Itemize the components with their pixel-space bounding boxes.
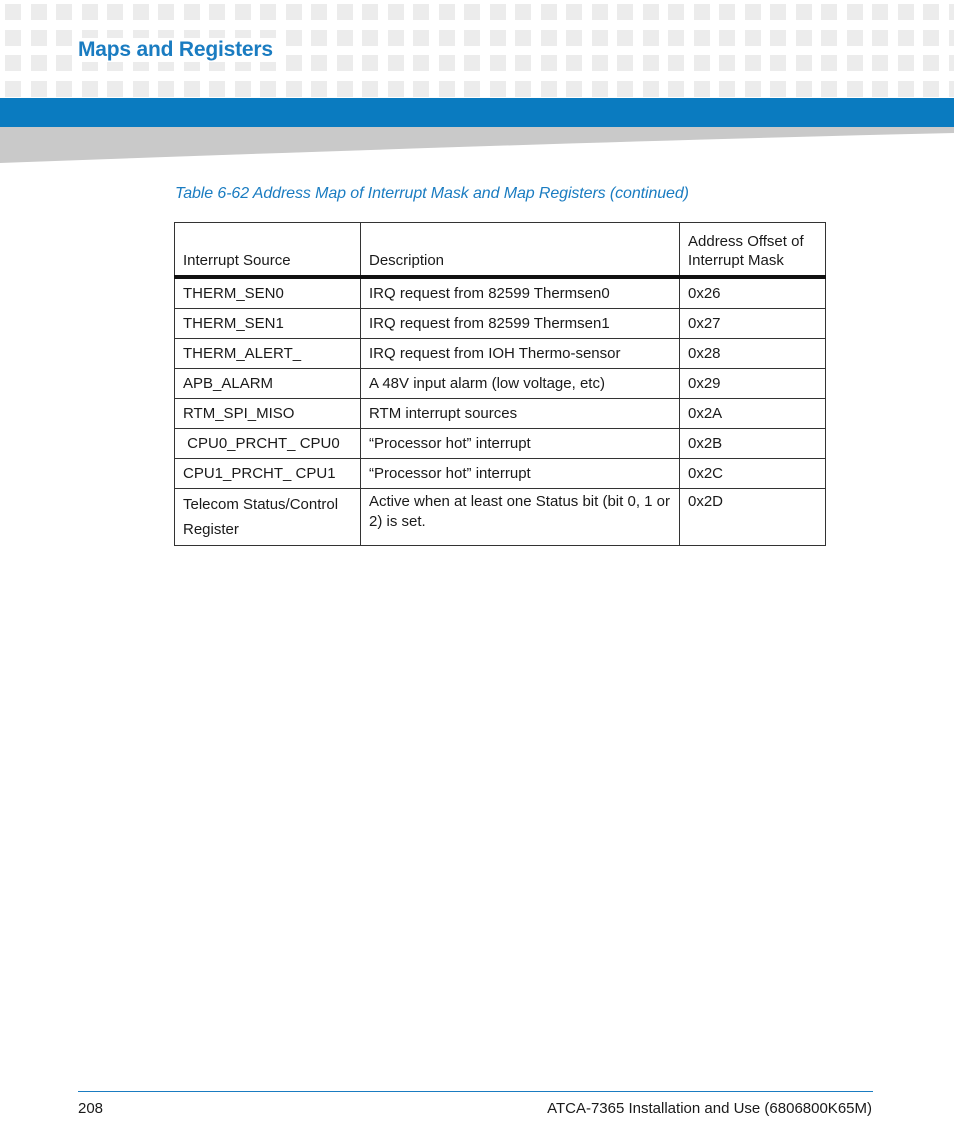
- header-tile: [464, 30, 480, 46]
- header-tile: [872, 55, 888, 71]
- header-tile: [949, 81, 954, 97]
- document-title: ATCA-7365 Installation and Use (6806800K65M): [547, 1100, 872, 1117]
- cell-interrupt-source: THERM_SEN1: [175, 309, 361, 339]
- header-tile: [31, 81, 47, 97]
- cell-interrupt-source: THERM_SEN0: [175, 277, 361, 309]
- table-header-row: [175, 223, 826, 278]
- header-tile: [923, 81, 939, 97]
- header-tile: [388, 4, 404, 20]
- header-tile: [82, 4, 98, 20]
- header-tile: [107, 81, 123, 97]
- header-tile: [464, 55, 480, 71]
- cell-description: RTM interrupt sources: [361, 399, 680, 429]
- table-row: [175, 429, 826, 459]
- cell-interrupt-source: APB_ALARM: [175, 369, 361, 399]
- header-tile: [337, 55, 353, 71]
- header-tile: [439, 4, 455, 20]
- cell-address-offset: 0x29: [680, 369, 826, 399]
- header-tile: [617, 81, 633, 97]
- header-tile: [541, 30, 557, 46]
- header-gray-swoosh: [0, 127, 954, 163]
- header-tile: [872, 30, 888, 46]
- header-tile: [949, 4, 954, 20]
- table-row: [175, 369, 826, 399]
- header-tile: [643, 30, 659, 46]
- header-tile: [796, 81, 812, 97]
- header-tile: [337, 4, 353, 20]
- cell-address-offset: 0x28: [680, 339, 826, 369]
- cell-description: IRQ request from IOH Thermo-sensor: [361, 339, 680, 369]
- header-tile: [923, 30, 939, 46]
- header-tile: [5, 55, 21, 71]
- cell-interrupt-source: THERM_ALERT_: [175, 339, 361, 369]
- header-tile: [694, 4, 710, 20]
- cell-address-offset: 0x2C: [680, 459, 826, 489]
- header-tile: [643, 4, 659, 20]
- header-tile: [439, 81, 455, 97]
- header-tile: [413, 81, 429, 97]
- header-tile: [82, 81, 98, 97]
- header-tile: [388, 55, 404, 71]
- header-tile: [464, 4, 480, 20]
- header-tile: [898, 4, 914, 20]
- header-tile: [770, 55, 786, 71]
- header-tile: [566, 55, 582, 71]
- cell-address-offset: 0x26: [680, 277, 826, 309]
- header-tile: [362, 30, 378, 46]
- header-tile: [31, 4, 47, 20]
- header-tile: [592, 30, 608, 46]
- header-tile: [796, 55, 812, 71]
- header-tile: [464, 81, 480, 97]
- table-caption: Table 6-62 Address Map of Interrupt Mask and Map Registers (continued): [175, 185, 689, 202]
- header-tile: [770, 30, 786, 46]
- header-tile: [56, 4, 72, 20]
- header-tile: [133, 4, 149, 20]
- header-tile: [592, 81, 608, 97]
- header-tile: [847, 81, 863, 97]
- header-tile: [490, 4, 506, 20]
- header-tile: [515, 55, 531, 71]
- header-tile: [541, 55, 557, 71]
- header-tile: [617, 4, 633, 20]
- header-tile: [872, 81, 888, 97]
- header-tile: [719, 55, 735, 71]
- header-tile: [898, 55, 914, 71]
- header-tile: [745, 55, 761, 71]
- header-tile: [566, 30, 582, 46]
- header-tile: [362, 55, 378, 71]
- header-tile: [286, 81, 302, 97]
- header-tile: [133, 81, 149, 97]
- header-tile: [617, 30, 633, 46]
- header-tile: [566, 81, 582, 97]
- header-tile: [821, 30, 837, 46]
- header-tile: [592, 55, 608, 71]
- header-tile: [515, 30, 531, 46]
- header-tile: [337, 81, 353, 97]
- header-tile: [898, 81, 914, 97]
- cell-address-offset: 0x27: [680, 309, 826, 339]
- header-tile: [260, 81, 276, 97]
- header-tile: [158, 4, 174, 20]
- header-tile: [362, 4, 378, 20]
- header-tile: [5, 30, 21, 46]
- cell-interrupt-source: RTM_SPI_MISO: [175, 399, 361, 429]
- header-tile: [847, 4, 863, 20]
- cell-description: “Processor hot” interrupt: [361, 459, 680, 489]
- table-row: [175, 339, 826, 369]
- header-tile: [311, 81, 327, 97]
- header-tile: [184, 81, 200, 97]
- header-tile: [617, 55, 633, 71]
- header-tile: [847, 55, 863, 71]
- header-tile: [107, 4, 123, 20]
- header-tile: [796, 4, 812, 20]
- header-tile: [311, 30, 327, 46]
- cell-description: Active when at least one Status bit (bit 0, 1 or 2) is set.: [361, 489, 680, 546]
- header-tile: [209, 4, 225, 20]
- footer-divider: [78, 1091, 873, 1092]
- cell-description: “Processor hot” interrupt: [361, 429, 680, 459]
- header-tile: [490, 30, 506, 46]
- header-tile: [56, 55, 72, 71]
- header-tile: [770, 81, 786, 97]
- header-tile: [337, 30, 353, 46]
- header-tile: [235, 81, 251, 97]
- cell-interrupt-source: Telecom Status/Control Register: [175, 489, 361, 546]
- header-tile: [5, 4, 21, 20]
- header-tile: [770, 4, 786, 20]
- header-tile: [184, 4, 200, 20]
- header-tile: [643, 55, 659, 71]
- header-tile: [719, 81, 735, 97]
- header-tile: [388, 81, 404, 97]
- header-tile: [515, 4, 531, 20]
- header-tile: [56, 30, 72, 46]
- table-row: [175, 459, 826, 489]
- header-tile: [821, 4, 837, 20]
- header-tile: [541, 81, 557, 97]
- header-tile: [949, 30, 954, 46]
- table-row: [175, 309, 826, 339]
- header-tile: [668, 30, 684, 46]
- header-tile: [158, 81, 174, 97]
- header-tile: [311, 4, 327, 20]
- header-tile: [56, 81, 72, 97]
- header-tile: [388, 30, 404, 46]
- header-tile: [694, 55, 710, 71]
- cell-address-offset: 0x2A: [680, 399, 826, 429]
- header-tile: [515, 81, 531, 97]
- header-tile: [719, 4, 735, 20]
- section-title: Maps and Registers: [76, 38, 277, 62]
- header-tile: [745, 30, 761, 46]
- header-tile: [898, 30, 914, 46]
- header-tile: [872, 4, 888, 20]
- column-header-address-offset: Address Offset of Interrupt Mask: [680, 223, 826, 278]
- header-tile: [31, 30, 47, 46]
- header-tile: [949, 55, 954, 71]
- interrupt-mask-table: [174, 222, 826, 546]
- header-tile: [821, 55, 837, 71]
- header-tile: [745, 4, 761, 20]
- header-tile: [413, 30, 429, 46]
- cell-description: A 48V input alarm (low voltage, etc): [361, 369, 680, 399]
- header-tile: [5, 81, 21, 97]
- table-row: [175, 489, 826, 546]
- header-tile: [923, 55, 939, 71]
- cell-interrupt-source: CPU1_PRCHT_ CPU1: [175, 459, 361, 489]
- header-tile: [31, 55, 47, 71]
- header-tile: [490, 81, 506, 97]
- header-tile: [362, 81, 378, 97]
- header-tile: [209, 81, 225, 97]
- header-tile: [694, 30, 710, 46]
- header-tile: [286, 30, 302, 46]
- header-tile: [821, 81, 837, 97]
- header-tile: [439, 55, 455, 71]
- header-tile: [694, 81, 710, 97]
- header-tile: [668, 4, 684, 20]
- header-tile: [745, 81, 761, 97]
- header-blue-band: [0, 98, 954, 127]
- header-tile: [286, 4, 302, 20]
- header-tile: [719, 30, 735, 46]
- header-tile: [260, 4, 276, 20]
- cell-description: IRQ request from 82599 Thermsen1: [361, 309, 680, 339]
- table-row: [175, 399, 826, 429]
- header-tile: [643, 81, 659, 97]
- column-header-description: Description: [361, 223, 680, 278]
- header-tile: [592, 4, 608, 20]
- header-tile: [413, 4, 429, 20]
- header-tile: [668, 81, 684, 97]
- header-tile: [490, 55, 506, 71]
- table-row: [175, 277, 826, 309]
- header-tile: [311, 55, 327, 71]
- header-tile: [235, 4, 251, 20]
- cell-description: IRQ request from 82599 Thermsen0: [361, 277, 680, 309]
- header-tile: [566, 4, 582, 20]
- header-tile: [286, 55, 302, 71]
- page-number: 208: [78, 1100, 104, 1117]
- cell-address-offset: 0x2B: [680, 429, 826, 459]
- header-tile: [668, 55, 684, 71]
- header-tile: [413, 55, 429, 71]
- cell-address-offset: 0x2D: [680, 489, 826, 546]
- cell-interrupt-source: CPU0_PRCHT_ CPU0: [175, 429, 361, 459]
- header-tile: [541, 4, 557, 20]
- header-tile: [796, 30, 812, 46]
- header-tile: [847, 30, 863, 46]
- column-header-interrupt-source: Interrupt Source: [175, 223, 361, 278]
- header-tile: [923, 4, 939, 20]
- header-tile: [439, 30, 455, 46]
